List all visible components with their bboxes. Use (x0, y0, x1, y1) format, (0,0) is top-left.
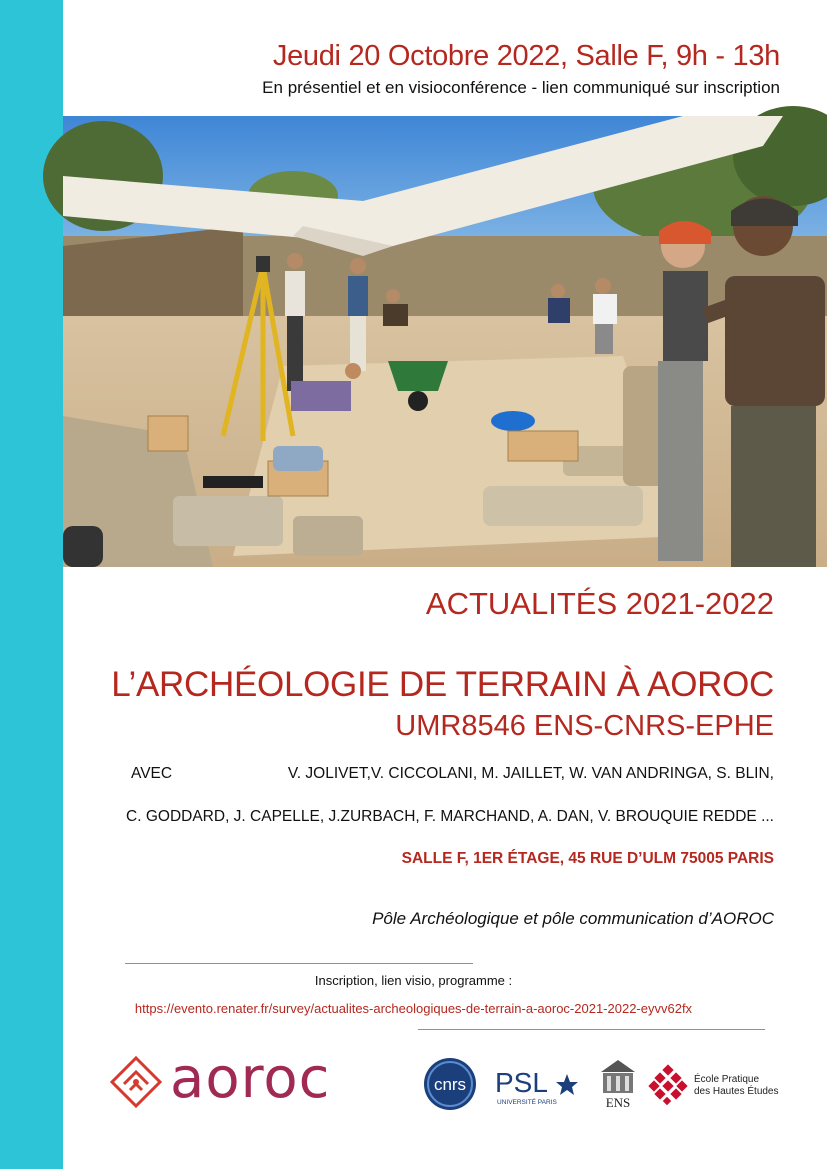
aoroc-emblem-icon (108, 1054, 164, 1110)
series-title: ACTUALITÉS 2021-2022 (425, 586, 774, 621)
psl-text: PSL (495, 1067, 548, 1098)
divider-bottom (418, 1029, 765, 1030)
speakers-label: AVEC (131, 765, 173, 782)
psl-sub-text: UNIVERSITÉ PARIS (497, 1099, 557, 1106)
excavation-photo (63, 116, 827, 567)
ens-text: ENS (605, 1095, 631, 1110)
psl-logo (495, 1064, 581, 1108)
event-title: L’ARCHÉOLOGIE DE TERRAIN À AOROC (111, 665, 774, 704)
unit-title: UMR8546 ENS-CNRS-EPHE (395, 710, 774, 742)
speakers-line-2: C. GODDARD, J. CAPELLE, J.ZURBACH, F. MARCHAND, A. DAN, V. BROUQUIE REDDE ... (126, 808, 774, 825)
aoroc-logo (108, 1046, 358, 1112)
event-subtitle: En présentiel et en visioconférence - lien communiqué sur inscription (262, 78, 780, 97)
registration-label: Inscription, lien visio, programme : (314, 973, 513, 988)
cnrs-text: cnrs (433, 1075, 467, 1094)
divider-top (125, 963, 473, 964)
venue-address: SALLE F, 1ER ÉTAGE, 45 RUE D’ULM 75005 PARIS (401, 850, 774, 867)
ens-building-icon (597, 1058, 639, 1110)
cnrs-circle-icon (423, 1057, 477, 1111)
psl-star-icon (495, 1064, 581, 1108)
speakers-line-1: V. JOLIVET,V. CICCOLANI, M. JAILLET, W. VAN ANDRINGA, S. BLIN, (287, 765, 774, 782)
excavation-site-photo-icon (63, 116, 827, 567)
cnrs-logo (423, 1057, 477, 1111)
event-date: Jeudi 20 Octobre 2022, Salle F, 9h - 13h (272, 40, 780, 72)
aoroc-wordmark: aoroc (170, 1046, 331, 1111)
ephe-line-2: des Hautes Études (694, 1086, 779, 1097)
ephe-line-1: École Pratique (694, 1074, 760, 1085)
registration-link[interactable]: https://evento.renater.fr/survey/actualites-archeologiques-de-terrain-a-aoroc-2021-2022-eyvv62fx (134, 1001, 693, 1016)
ephe-logo (650, 1062, 779, 1106)
organizer-credit: Pôle Archéologique et pôle communication d’AOROC (372, 909, 774, 928)
ens-logo (597, 1058, 639, 1110)
ephe-diamond-icon (650, 1062, 779, 1106)
